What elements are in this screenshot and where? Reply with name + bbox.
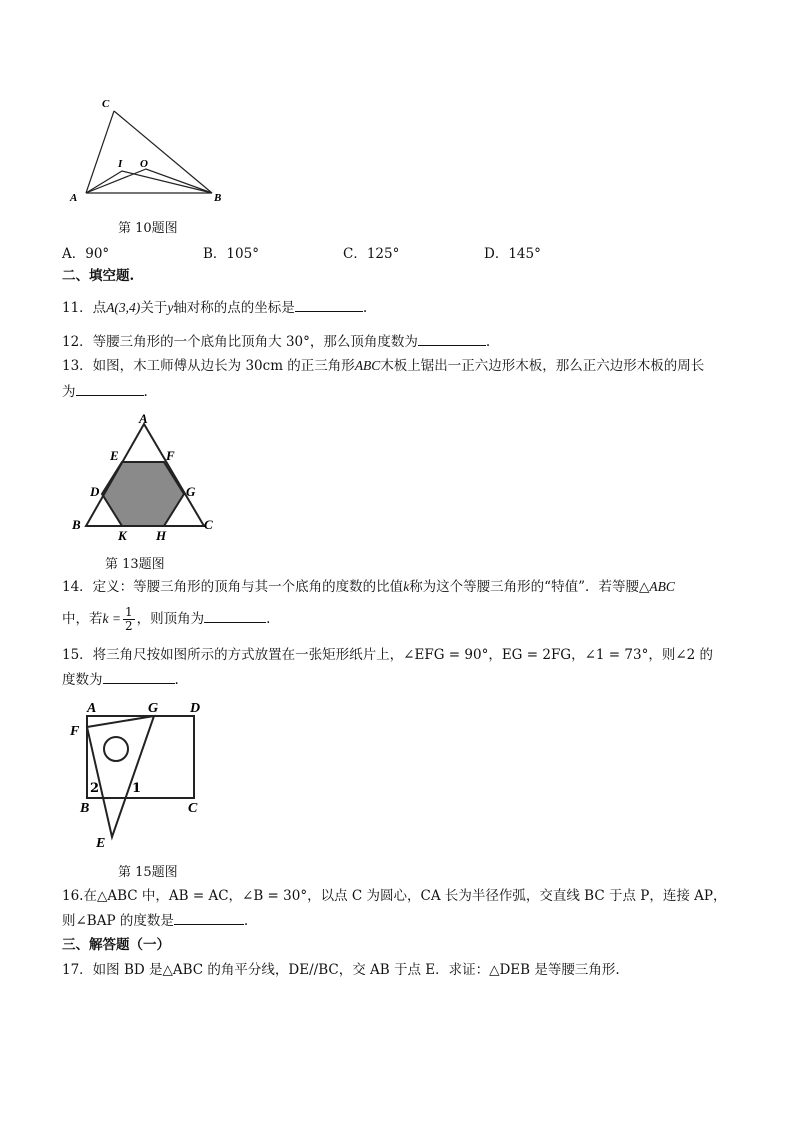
fig15-label-f: F bbox=[70, 724, 80, 739]
question-14-line-2: 中，若k = $\frac{1}{2}$ ，则顶角为 . bbox=[62, 605, 271, 633]
fig13-label-f: F bbox=[166, 448, 175, 463]
section-3-heading: 三、解答题（一） bbox=[62, 937, 170, 953]
fig10-label-a: A bbox=[70, 192, 78, 204]
fig10-label-o: O bbox=[140, 158, 148, 170]
figure-10 bbox=[62, 95, 232, 210]
answer-blank[interactable] bbox=[204, 610, 266, 623]
answer-blank[interactable] bbox=[103, 671, 175, 684]
figure-15 bbox=[66, 697, 226, 857]
section-2-heading: 二、填空题. bbox=[62, 268, 135, 284]
fig15-label-a: A bbox=[87, 701, 97, 716]
question-13-line-1: 13．如图，木工师傅从边长为 30cm 的正三角形ABC木板上锯出一正六边形木板，那么正六边形木板的周长 bbox=[62, 358, 705, 374]
q10-option-c: C．125° bbox=[343, 246, 400, 262]
fraction-one-half: $\frac{1}{2}$ bbox=[124, 605, 133, 633]
question-12: 12．等腰三角形的一个底角比顶角大 30°，那么顶角度数为 . bbox=[62, 334, 491, 350]
question-17: 17．如图 BD 是△ABC 的角平分线，DE//BC，交 AB 于点 E．求证：△DEB 是等腰三角形. bbox=[62, 962, 620, 978]
question-11: 11．点A(3,4)关于y轴对称的点的坐标是 . bbox=[62, 300, 368, 316]
answer-blank[interactable] bbox=[76, 383, 144, 396]
fig13-label-c: C bbox=[204, 517, 213, 532]
q10-option-d: D．145° bbox=[484, 246, 541, 262]
figure-13-caption: 第 13题图 bbox=[105, 557, 165, 572]
question-14-line-1: 14．定义：等腰三角形的顶角与其一个底角的度数的比值k称为这个等腰三角形的“特值”．若等腰△ABC bbox=[62, 579, 675, 595]
fig13-label-d: D bbox=[90, 484, 100, 499]
question-16-line-1: 16.在△ABC 中，AB = AC，∠B = 30°，以点 C 为圆心，CA 长为半径作弧，交直线 BC 于点 P，连接 AP， bbox=[62, 888, 727, 904]
fig13-label-b: B bbox=[72, 517, 81, 532]
fig15-label-g: G bbox=[148, 701, 159, 716]
fig13-label-a: A bbox=[139, 411, 148, 426]
question-15-line-1: 15．将三角尺按如图所示的方式放置在一张矩形纸片上，∠EFG = 90°，EG = 2FG，∠1 = 73°，则∠2 的 bbox=[62, 647, 714, 663]
figure-10-diagram bbox=[62, 95, 232, 210]
fig15-label-angle-2: 2 bbox=[90, 781, 100, 796]
fig15-label-c: C bbox=[188, 801, 198, 816]
figure-13-diagram bbox=[66, 408, 226, 546]
fig10-label-c: C bbox=[102, 98, 110, 110]
fig13-label-e: E bbox=[110, 448, 119, 463]
figure-15-diagram bbox=[66, 697, 226, 857]
fig10-label-i: I bbox=[118, 158, 123, 170]
fig15-label-b: B bbox=[80, 801, 90, 816]
answer-blank[interactable] bbox=[295, 299, 363, 312]
q10-option-b: B．105° bbox=[203, 246, 259, 262]
answer-blank[interactable] bbox=[174, 912, 244, 925]
fig15-label-e: E bbox=[96, 836, 106, 851]
q10-option-a: A．90° bbox=[62, 246, 110, 262]
figure-13 bbox=[66, 408, 226, 546]
question-15-line-2: 度数为 . bbox=[62, 672, 179, 688]
fig13-label-g: G bbox=[186, 484, 196, 499]
fig13-label-h: H bbox=[156, 528, 167, 543]
fig15-label-d: D bbox=[190, 701, 201, 716]
figure-15-caption: 第 15题图 bbox=[118, 865, 178, 880]
fig10-label-b: B bbox=[214, 192, 222, 204]
question-13-line-2: 为 . bbox=[62, 384, 148, 400]
answer-blank[interactable] bbox=[418, 333, 486, 346]
fig15-label-angle-1: 1 bbox=[132, 781, 142, 796]
question-16-line-2: 则∠BAP 的度数是 . bbox=[62, 913, 249, 929]
figure-10-caption: 第 10题图 bbox=[118, 221, 178, 236]
fig13-label-k: K bbox=[118, 528, 127, 543]
